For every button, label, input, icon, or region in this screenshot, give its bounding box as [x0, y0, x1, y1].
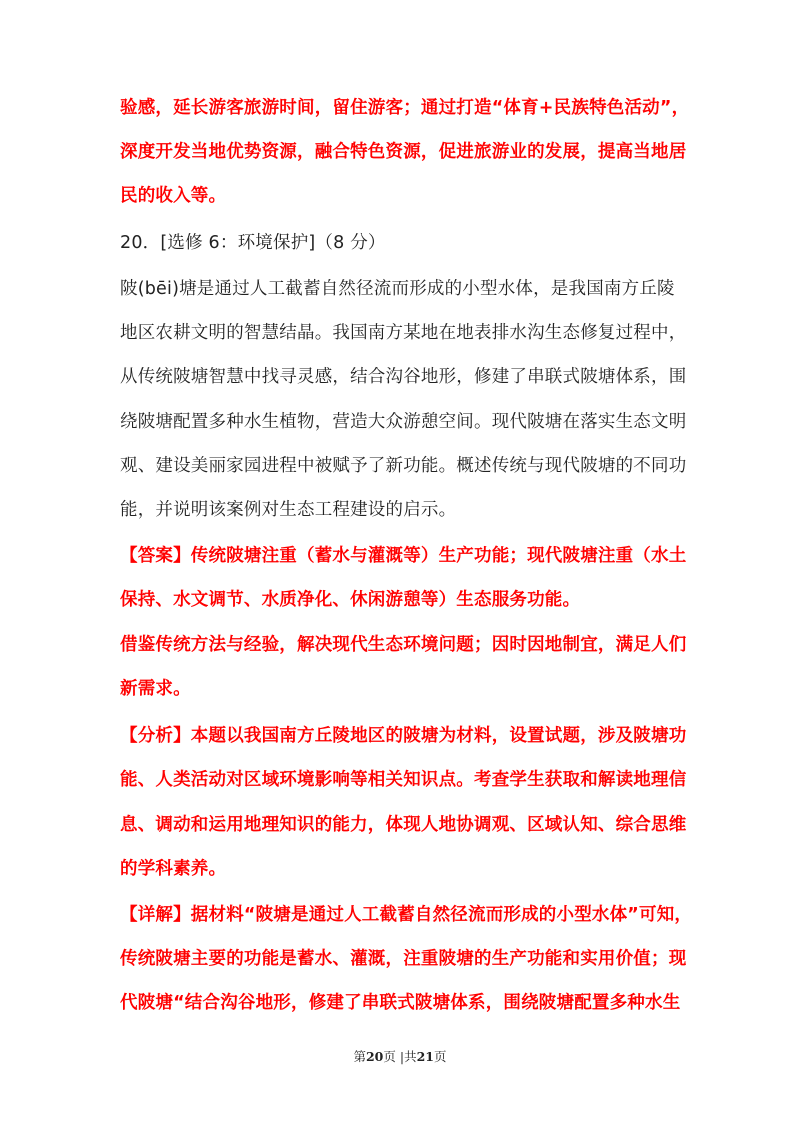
page-footer — [0, 1047, 800, 1065]
prev-answer-paragraph-line: 深度开发当地优势资源，融合特色资源，促进旅游业的发展，提高当地居 — [120, 142, 687, 162]
analysis-paragraph-line: 【分析】本题以我国南方丘陵地区的陂塘为材料，设置试题，涉及陂塘功 — [120, 726, 687, 746]
analysis-paragraph-line: 的学科素养。 — [120, 859, 227, 879]
footer-page-prefix: 第 — [353, 1049, 366, 1064]
analysis-paragraph-line: 能、人类活动对区域环境影响等相关知识点。考查学生获取和解读地理信 — [120, 770, 687, 790]
prev-answer-paragraph-line: 民的收入等。 — [120, 186, 227, 206]
question-stem-line: 绕陂塘配置多种水生植物，营造大众游憩空间。现代陂塘在落实生态文明 — [120, 412, 687, 432]
analysis-paragraph-line: 息、调动和运用地理知识的能力，体现人地协调观、区域认知、综合思维 — [120, 815, 687, 835]
answer-paragraph-2-line: 新需求。 — [120, 679, 191, 699]
detail-paragraph-line: 代陂塘“结合沟谷地形，修建了串联式陂塘体系，围绕陂塘配置多种水生 — [120, 993, 681, 1013]
question-stem-line: 观、建设美丽家园进程中被赋予了新功能。概述传统与现代陂塘的不同功 — [120, 456, 687, 476]
footer-page-current: 20 — [365, 1049, 384, 1064]
detail-paragraph-line: 【详解】据材料“陂塘是通过人工截蓄自然径流而形成的小型水体”可知， — [120, 905, 693, 925]
answer-paragraph-2-line: 借鉴传统方法与经验，解决现代生态环境问题；因时因地制宜，满足人们 — [120, 635, 687, 655]
answer-paragraph-line: 保持、水文调节、水质净化、休闲游憩等）生态服务功能。 — [120, 590, 581, 610]
footer-separator: | — [399, 1049, 405, 1064]
footer-page-mid: 页 — [383, 1049, 396, 1064]
prev-answer-paragraph-line: 验感，延长游客旅游时间，留住游客；通过打造“体育+民族特色活动”， — [120, 98, 690, 118]
question-stem-line: 陂(bēi)塘是通过人工截蓄自然径流而形成的小型水体，是我国南方丘陵 — [120, 279, 675, 299]
answer-paragraph-line: 【答案】传统陂塘注重（蓄水与灌溉等）生产功能；现代陂塘注重（水土 — [120, 546, 687, 566]
question-heading-line: 20．[选修 6：环境保护]（8 分） — [120, 233, 386, 253]
question-stem-line: 能，并说明该案例对生态工程建设的启示。 — [120, 500, 457, 520]
question-stem-line: 从传统陂塘智慧中找寻灵感，结合沟谷地形，修建了串联式陂塘体系，围 — [120, 367, 687, 387]
detail-paragraph-line: 传统陂塘主要的功能是蓄水、灌溉，注重陂塘的生产功能和实用价值；现 — [120, 949, 687, 969]
footer-total-prefix: 共 — [404, 1049, 417, 1064]
footer-page-total: 21 — [416, 1049, 435, 1064]
question-stem-line: 地区农耕文明的智慧结晶。我国南方某地在地表排水沟生态修复过程中， — [120, 323, 687, 343]
footer-total-suffix: 页 — [434, 1049, 447, 1064]
